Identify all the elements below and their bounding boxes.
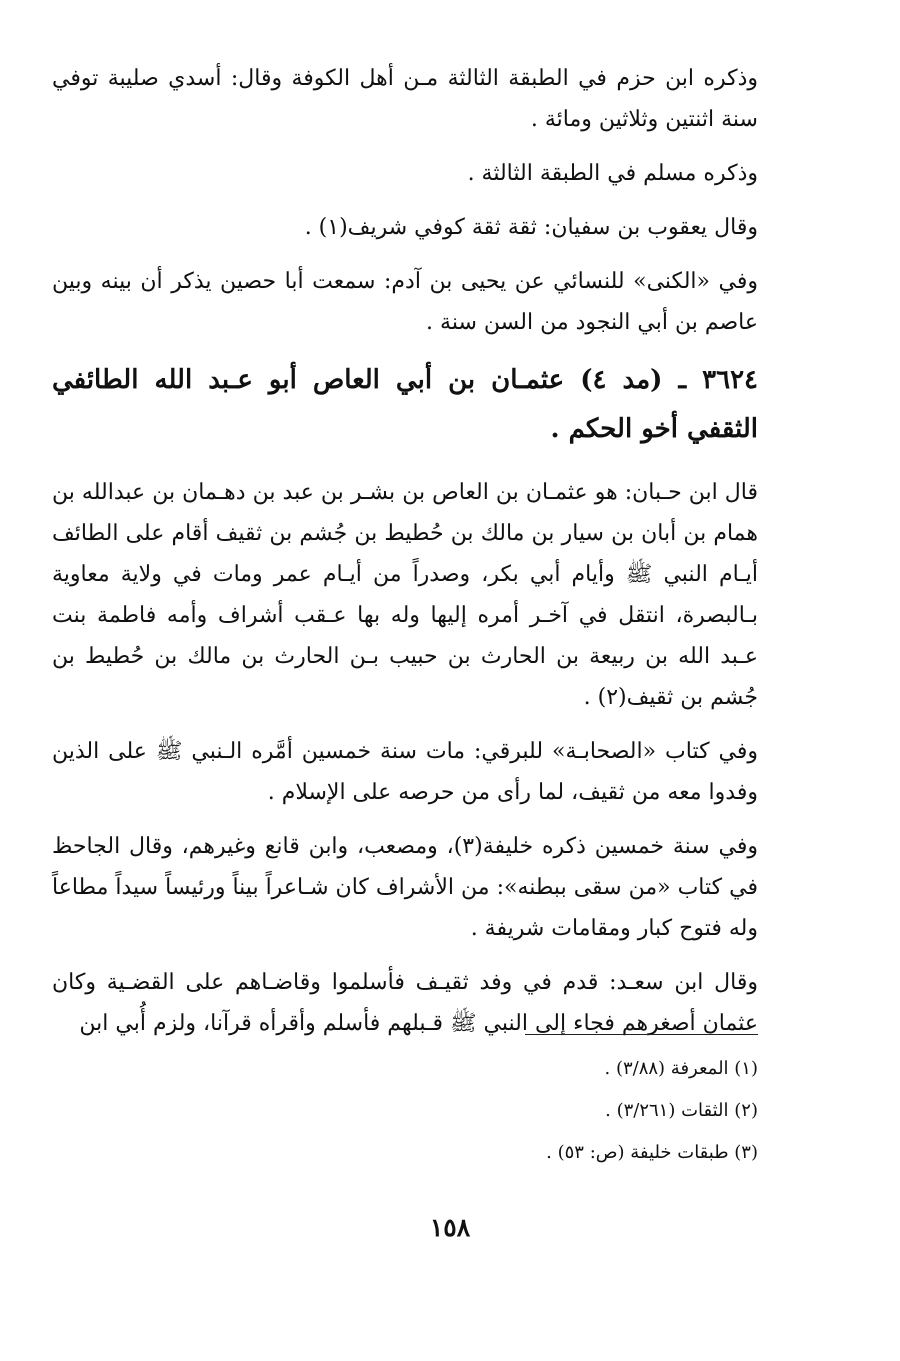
footnote-separator bbox=[525, 1034, 758, 1035]
main-text bbox=[52, 58, 758, 1057]
footnote-1: (١) المعرفة (٣/٨٨) . bbox=[604, 1058, 758, 1079]
footnotes bbox=[258, 1048, 758, 1174]
paragraph-ibn-saad: وقال ابن سعـد: قدم في وفد ثقيـف فأسلموا وقاضـاهم على القضـية وكان عثمان أصغرهم فجاء إلى النبي ﷺ قـبلهم فأسلم وأقرأه قرآنا، ولزم أُبي ابن bbox=[52, 970, 758, 1036]
paragraph-khalifa-jahiz: وفي سنة خمسين ذكره خليفة(٣)، ومصعب، وابن قانع وغيرهم، وقال الجاحظ في كتاب «من سقى ببطنه»: من الأشراف كان شـاعراً بيناً ورئيساً سيداً مطاعاً وله فتوح كبار ومقامات شريفة . bbox=[52, 834, 758, 941]
entry-heading: ٣٦٢٤ ـ (مد ٤) عثمـان بن أبي العاص أبو عـبد الله الطائفي الثقفي أخو الحكم . bbox=[52, 365, 758, 444]
paragraph-muslim: وذكره مسلم في الطبقة الثالثة . bbox=[467, 161, 758, 186]
footnote-2: (٢) الثقات (٣/٢٦١) . bbox=[605, 1100, 758, 1121]
paragraph-kuna-nasai: وفي «الكنى» للنسائي عن يحيى بن آدم: سمعت أبا حصين يذكر أن بينه وبين عاصم بن أبي النجود من السن سنة . bbox=[52, 269, 758, 335]
paragraph-ibn-hibban: قال ابن حـبان: هو عثمـان بن العاص بن بشـر بن عبد بن دهـمان بن عبدالله بن همام بن أبان بن سيار بن مالك بن حُطيط بن جُشم بن ثقيف أقام على الطائف أيـام النبي ﷺ وأيام أبي بكر، وصدراً من أيـام عمر ومات في ولاية معاوية بـالبصرة، انتقل في آخـر أمره إليها وله بها عـقب أشراف وأمه فاطمة بنت عـبد الله بن ربيعة بن الحارث بن حبيب بـن الحارث بن مالك بن حُطيط بن جُشم بن ثقيف(٢) . bbox=[52, 480, 758, 710]
paragraph-ibn-hazm: وذكره ابن حزم في الطبقة الثالثة مـن أهل الكوفة وقال: أسدي صليبة توفي سنة اثنتين وثلاثين ومائة . bbox=[52, 66, 758, 132]
paragraph-barqi: وفي كتاب «الصحابـة» للبرقي: مات سنة خمسين أمَّره الـنبي ﷺ على الذين وفدوا معه من ثقيف، لما رأى من حرصه على الإسلام . bbox=[52, 739, 758, 805]
paragraph-yaqub-ibn-sufyan: وقال يعقوب بن سفيان: ثقة ثقة كوفي شريف(١) . bbox=[304, 215, 758, 240]
page-number: ١٥٨ bbox=[429, 1213, 471, 1242]
footnote-3: (٣) طبقات خليفة (ص: ٥٣) . bbox=[546, 1142, 758, 1163]
